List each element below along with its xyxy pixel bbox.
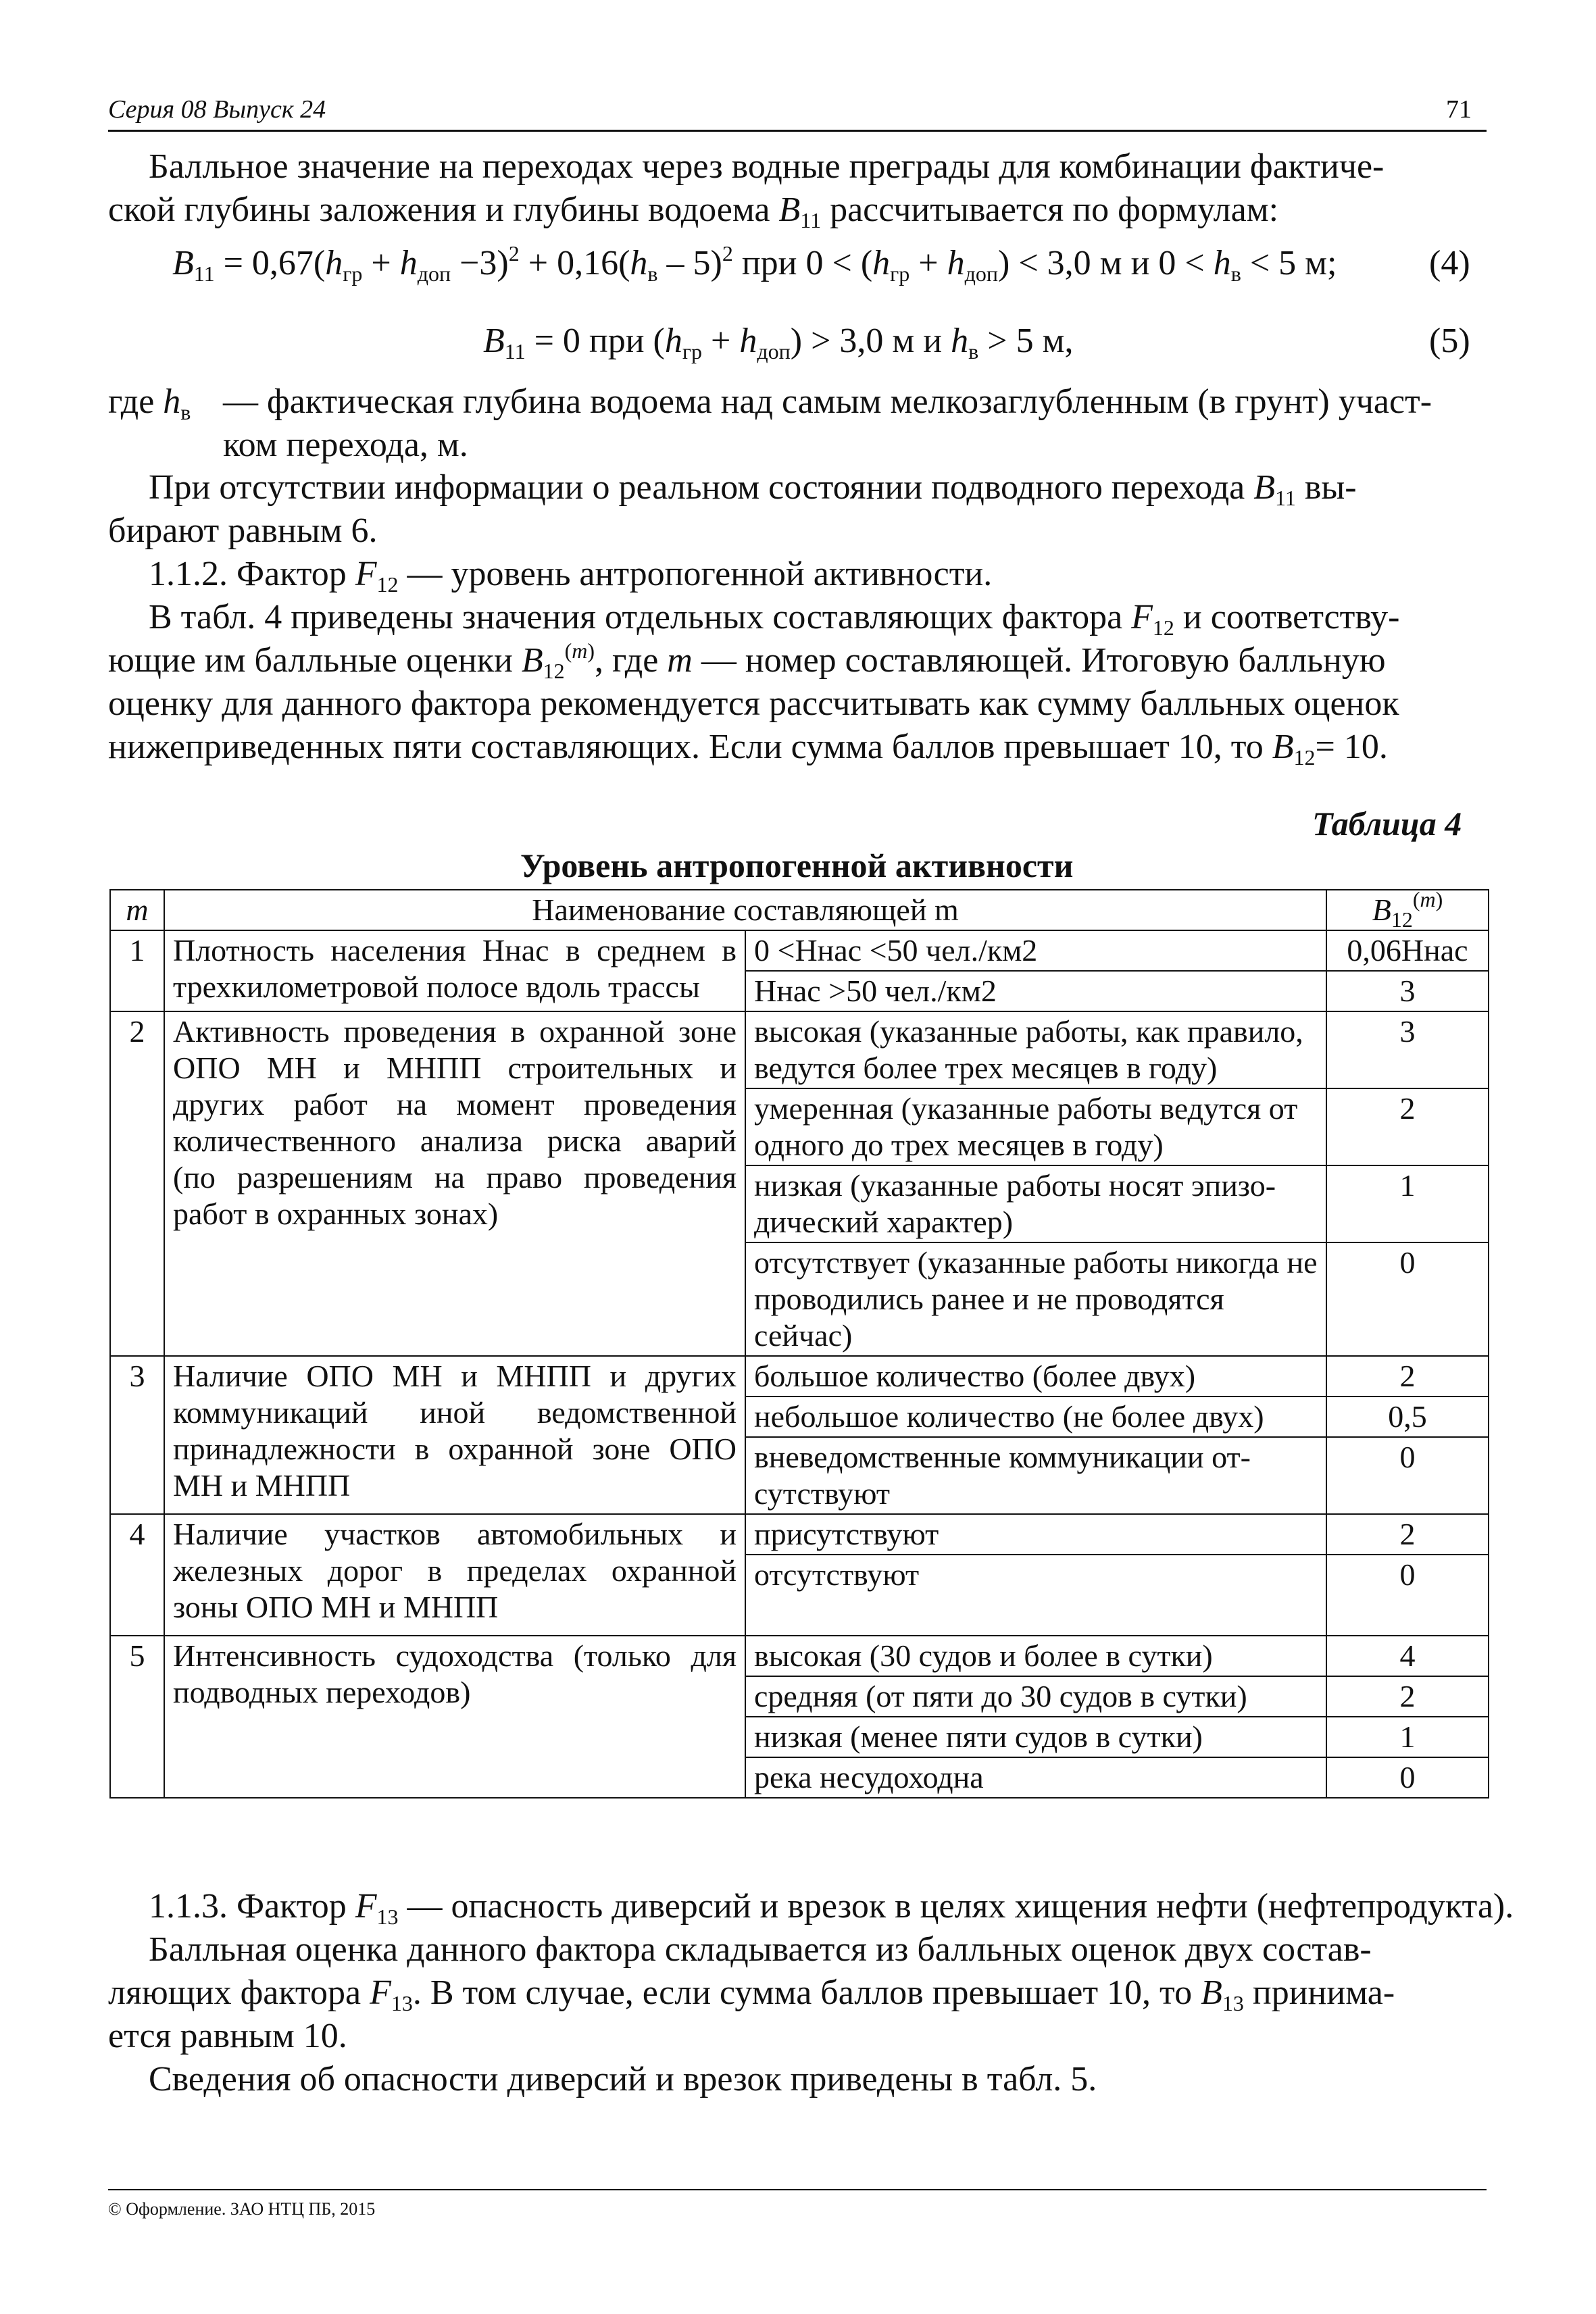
level-cell: высокая (указанные работы, как правило, ведутся более трех месяцев в году) xyxy=(745,1011,1326,1088)
absent-line-1: При отсутствии информации о реальном состоянии подводного перехода $B_{11}$ вы- xyxy=(149,468,1357,510)
tabl4-line-1: В табл. 4 приведены значения отдельных составляющих фактора $F_{12}$ и соответству- xyxy=(149,598,1400,640)
table-header-row xyxy=(110,890,1489,930)
component-name: Интенсивность судоходства (только для подводных переходов) xyxy=(164,1636,745,1798)
level-cell: присутствуют xyxy=(745,1514,1326,1555)
level-cell: отсутствует (указанные работы никогда не проводились ранее и не проводятся сейчас) xyxy=(745,1242,1326,1356)
row-number: 5 xyxy=(110,1636,164,1798)
table-row xyxy=(110,1356,1489,1397)
component-name: Наличие участков автомобильных и железных дорог в пределах охранной зоны ОПО МН и МНПП xyxy=(164,1514,745,1636)
where-prefix: где $h_в$ xyxy=(108,382,191,424)
series-header: Серия 08 Выпуск 24 xyxy=(108,95,326,124)
table-title: Уровень антропогенной активности xyxy=(520,847,1074,884)
component-name: Плотность населения Hнас в среднем в трехкилометровой полосе вдоль трассы xyxy=(164,930,745,1011)
score-cell: 0,5 xyxy=(1326,1397,1489,1437)
formula-5-number: (5) xyxy=(1429,322,1470,360)
component-name: Активность проведения в охранной зоне ОПО МН и МНПП строительных и других работ на момент проведения количественного анализа риска аварий (по разрешениям на право проведения работ в охранных зонах) xyxy=(164,1011,745,1356)
section-113-line-4: ется равным 10. xyxy=(108,2017,347,2055)
row-number: 4 xyxy=(110,1514,164,1636)
score-cell: 1 xyxy=(1326,1165,1489,1242)
level-cell: вневедомственные коммуникации от-сутствуют xyxy=(745,1437,1326,1514)
table-row xyxy=(110,1514,1489,1555)
footer-copyright: © Оформление. ЗАО НТЦ ПБ, 2015 xyxy=(108,2199,376,2219)
score-cell: 2 xyxy=(1326,1088,1489,1165)
table-row xyxy=(110,930,1489,971)
level-cell: 0 <Hнас <50 чел./км2 xyxy=(745,930,1326,971)
level-cell: высокая (30 судов и более в сутки) xyxy=(745,1636,1326,1676)
table-caption: Таблица 4 xyxy=(1312,805,1462,842)
level-cell: отсутствуют xyxy=(745,1555,1326,1636)
score-cell: 1 xyxy=(1326,1717,1489,1757)
section-113-line-1: 1.1.3. Фактор $F_{13}$ — опасность диверсий и врезок в целях хищения нефти (нефтепродукта). xyxy=(149,1887,1514,1929)
header-name: Наименование составляющей m xyxy=(164,890,1326,930)
score-cell: 3 xyxy=(1326,1011,1489,1088)
level-cell: умеренная (указанные работы ведутся от одного до трех месяцев в году) xyxy=(745,1088,1326,1165)
score-cell: 0 xyxy=(1326,1437,1489,1514)
score-cell: 2 xyxy=(1326,1356,1489,1397)
header-rule xyxy=(108,130,1487,132)
score-cell: 3 xyxy=(1326,971,1489,1011)
table-row xyxy=(110,1636,1489,1676)
tabl4-line-2: ющие им балльные оценки $B_{12}^{(m)}$, где m — номер составляющей. Итоговую балльную xyxy=(108,638,1386,683)
tabl4-line-3: оценку для данного фактора рекомендуется рассчитывать как сумму балльных оценок xyxy=(108,684,1399,723)
level-cell: средняя (от пяти до 30 судов в сутки) xyxy=(745,1676,1326,1717)
table-row xyxy=(110,1011,1489,1088)
section-113-line-2: Балльная оценка данного фактора складывается из балльных оценок двух состав- xyxy=(149,1930,1372,1969)
formula-4: $B_{11} = 0,67(h_{гр} + h_{доп} -3)^2 + 0,16(h_в - 5)^2$ при $0 < (h_{гр} + h_{доп}) < 3,0$ м и $0 < h_в < 5$ м; xyxy=(172,241,1337,286)
row-number: 3 xyxy=(110,1356,164,1514)
level-cell: небольшое количество (не более двух) xyxy=(745,1397,1326,1437)
level-cell: большое количество (более двух) xyxy=(745,1356,1326,1397)
level-cell: низкая (указанные работы носят эпизо-дический характер) xyxy=(745,1165,1326,1242)
score-cell: 2 xyxy=(1326,1514,1489,1555)
formula-4-number: (4) xyxy=(1429,244,1470,282)
level-cell: низкая (менее пяти судов в сутки) xyxy=(745,1717,1326,1757)
intro-line-1: Балльное значение на переходах через водные преграды для комбинации фактиче- xyxy=(149,147,1385,186)
footer-rule xyxy=(108,2189,1487,2190)
level-cell: река несудоходна xyxy=(745,1757,1326,1798)
section-113-line-5: Сведения об опасности диверсий и врезок приведены в табл. 5. xyxy=(149,2060,1097,2098)
score-cell: 4 xyxy=(1326,1636,1489,1676)
score-cell: 0 xyxy=(1326,1242,1489,1356)
score-cell: 2 xyxy=(1326,1676,1489,1717)
row-number: 2 xyxy=(110,1011,164,1356)
score-cell: 0 xyxy=(1326,1555,1489,1636)
row-number: 1 xyxy=(110,930,164,1011)
score-cell: 0 xyxy=(1326,1757,1489,1798)
score-cell: 0,06Hнас xyxy=(1326,930,1489,971)
header-score: $B_{12}^{(m)}$ xyxy=(1326,890,1489,930)
level-cell: Hнас >50 чел./км2 xyxy=(745,971,1326,1011)
where-line-1: — фактическая глубина водоема над самым мелкозаглубленным (в грунт) участ- xyxy=(223,382,1432,421)
header-m: m xyxy=(110,890,164,930)
absent-line-2: бирают равным 6. xyxy=(108,511,378,550)
page-number: 71 xyxy=(1446,95,1472,124)
intro-line-2: ской глубины заложения и глубины водоема $B_{11}$ рассчитывается по формулам: xyxy=(108,191,1279,232)
anthropogenic-activity-table xyxy=(109,889,1489,1799)
section-112-heading: 1.1.2. Фактор $F_{12}$ — уровень антропогенной активности. xyxy=(149,555,993,597)
section-113-line-3: ляющих фактора $F_{13}$. В том случае, если сумма баллов превышает 10, то $B_{13}$ принима- xyxy=(108,1973,1395,2015)
formula-5: $B_{11} = 0$ при $(h_{гр} + h_{доп}) > 3,0$ м и $h_в > 5$ м, xyxy=(483,322,1074,363)
component-name: Наличие ОПО МН и МНПП и других коммуникаций иной ведомственной принадлежности в охранной зоне ОПО МН и МНПП xyxy=(164,1356,745,1514)
tabl4-line-4: нижеприведенных пяти составляющих. Если сумма баллов превышает 10, то $B_{12}= 10$. xyxy=(108,728,1388,770)
where-line-2: ком перехода, м. xyxy=(223,426,468,464)
